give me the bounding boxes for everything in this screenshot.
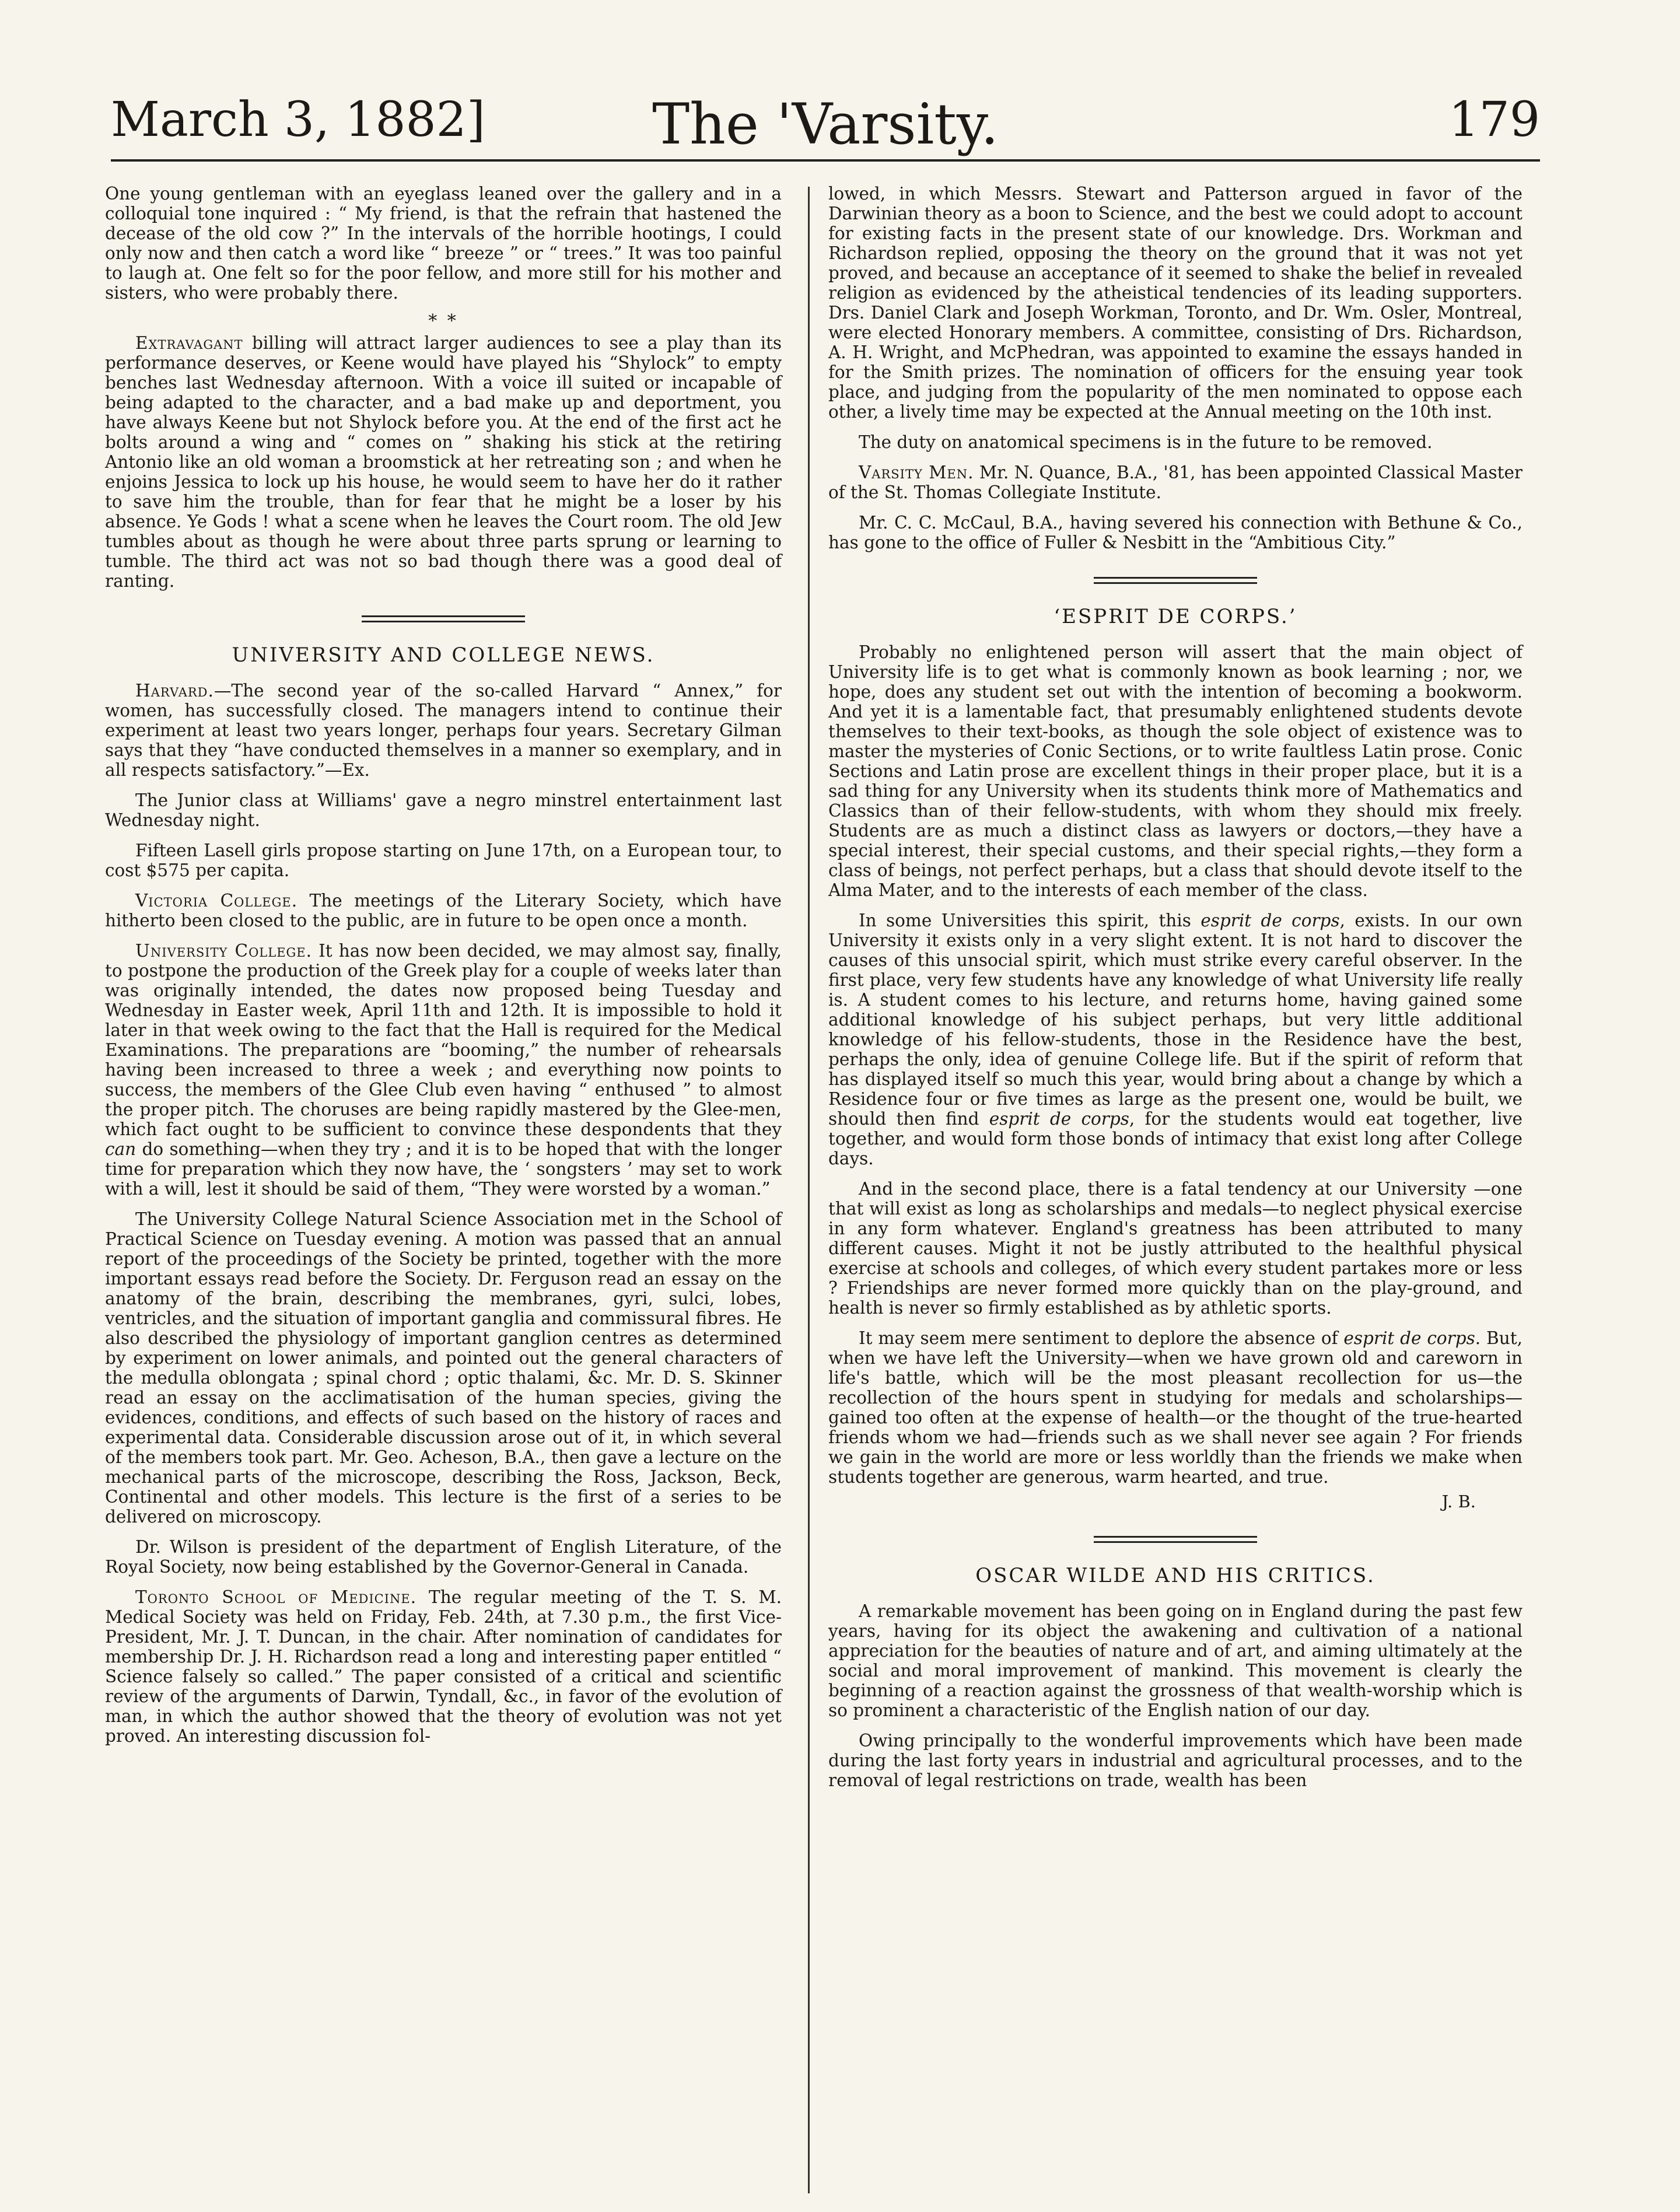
esprit-p2-emphasis-2: esprit de corps (989, 1109, 1129, 1129)
issue-date: March 3, 1882] (111, 92, 485, 148)
esprit-paragraph-2 (828, 911, 1522, 1168)
esprit-p2-text-a: In some Universities this spirit, this (859, 911, 1201, 930)
page-number: 179 (1448, 92, 1540, 148)
extravagant-text: billing will attract larger audiences to see a play than its performance deserves, or Keene would have played his “Shylock” to empty benches last Wednesday afternoon. With a voice ill suited or incapable of being adapted to the character, and a bad make up and deportment, you have always Keene but not Shylock before you. At the end of the first act he bolts around a wing and “ comes on ” shaking his stick at the retiring Antonio like an old woman a broomstick at her retreating son ; and when he enjoins Jessica to lock up his house, he would seem to have her do it rather to save him the trouble, than for fear that he might be a loser by his absence. Ye Gods ! what a scene when he leaves the Court room. The old Jew tumbles about as though he were about three parts sprung or learning to tumble. The third act was not so bad though there was a good deal of ranting. (105, 333, 782, 591)
esprit-p4-text-b: . But, when we have left the University—when we have grown old and careworn in life's battle, which will be the most pleasant recollection for us—the recollection of the hours spent in studying for medals and scholarships—gained too often at the expense of health—or the thought of the true-hearted friends whom we had—friends such as we shall never see again ? For friends we gain in the world are more or less worldly than the friends we make when students together are generous, warm hearted, and true. (828, 1328, 1522, 1487)
asterism: * * (428, 311, 459, 331)
esprit-p2-text-c: , for the students would eat together, live together, and would form those bonds of intimacy that exist long after College days. (828, 1109, 1522, 1168)
toronto-medicine-paragraph (105, 1587, 782, 1746)
victoria-lead: Victoria College. (135, 891, 298, 911)
esprit-paragraph-4 (828, 1328, 1522, 1487)
victoria-paragraph (105, 891, 782, 930)
section-rule (1094, 1536, 1257, 1543)
victoria-text: The meetings of the Literary Society, which have hitherto been closed to the public, are in future to be open once a month. (105, 891, 782, 930)
publication-title: The 'Varsity. (652, 92, 999, 157)
harvard-paragraph (105, 681, 782, 780)
section-rule (1094, 577, 1257, 584)
news-section-title: UNIVERSITY AND COLLEGE NEWS. (232, 643, 655, 667)
esprit-paragraph-3: And in the second place, there is a fatal tendency at our University —one that will exist as long as scholarships and medals—to neglect physical exercise in any form whatever. England's greatness has been attributed to many different causes. Might it not be justly attributed to the healthful physical exercise at schools and colleges, of which every student partakes more or less ? Friendships are never formed more quickly than on the play-ground, and health is never so firmly established as by athletic sports. (828, 1179, 1522, 1318)
esprit-paragraph-1: Probably no enlightened person will assert that the main object of University life is to get what is commonly known as book learning ; nor, we hope, does any student set out with the intention of becoming a bookworm. And yet it is a lamentable fact, that presumably enlightened students devote themselves to their text-books, as though the sole object of existence was to master the mysteries of Conic Sections, or to write faultless Latin prose. Conic Sections and Latin prose are excellent things in their proper place, but it is a sad thing for any University when its students think more of Mathematics and Classics than of their fellow-students, with whom they should mix freely. Students are as much a distinct class as lawyers or doctors,—they have a special interest, their special customs, and their special rights,—they form a class of beings, not perfect perhaps, but a class that should devote itself to the Alma Mater, and to the interests of each member of the class. (828, 642, 1522, 900)
toronto-text: The regular meeting of the T. S. M. Medical Society was held on Friday, Feb. 24th, at 7.30 p.m., the first Vice-President, Mr. J. T. Duncan, in the chair. After nomination of candidates for membership Dr. J. H. Richardson read a long and interesting paper entitled “ Science falsely so called.” The paper consisted of a critical and scientific review of the arguments of Darwin, Tyndall, &c., in favor of the evolution of man, in which the author showed that the theory of evolution was not yet proved. An interesting discussion fol- (105, 1587, 782, 1746)
varsity-men-text: Mr. N. Quance, B.A., '81, has been appointed Classical Master of the St. Thomas Collegiate Institute. (828, 463, 1522, 502)
esprit-section-title: ‘ESPRIT DE CORPS.’ (1054, 605, 1297, 628)
lasell-paragraph: Fifteen Lasell girls propose starting on June 17th, on a European tour, to cost $575 per capita. (105, 841, 782, 880)
page-header (111, 92, 1540, 184)
mccaul-paragraph: Mr. C. C. McCaul, B.A., having severed his connection with Bethune & Co., has gone to the office of Fuller & Nesbitt in the “Ambitious City.” (828, 513, 1522, 552)
esprit-p4-emphasis: esprit de corps (1343, 1328, 1475, 1348)
varsity-men-lead: Varsity Men. (859, 463, 974, 482)
extravagant-paragraph (105, 333, 782, 591)
uc-text-1: It has now been decided, we may almost say, finally, to postpone the production of the Greek play for a couple of weeks later than was originally intended, the dates now proposed being Tuesday and Wednesday in Easter week, April 11th and 12th. It is impossible to hold it later in that week owing to the fact that the Hall is required for the Medical Examinations. The preparations are “booming,” the number of rehearsals having been increased to three a week ; and everything now points to success, the members of the Glee Club even having “ enthused ” to almost the proper pitch. The choruses are being rapidly mastered by the Glee-men, which fact ought to be sufficient to convince these despondents that they (105, 941, 782, 1139)
oscar-paragraph-2: Owing principally to the wonderful improvements which have been made during the last forty years in industrial and agricultural processes, and to the removal of legal restrictions on trade, wealth has been (828, 1731, 1522, 1790)
column-divider (808, 187, 810, 2193)
uc-text-2: do something—when they try ; and it is to be hoped that with the longer time for preparation which they now have, the ‘ songsters ’ may set to work with a will, lest it should be said of them, “They were worsted by a woman.” (105, 1139, 782, 1199)
science-association-paragraph: The University College Natural Science Association met in the School of Practical Science on Tuesday evening. A motion was passed that an annual report of the proceedings of the Society be printed, together with the more important essays read before the Society. Dr. Ferguson read an essay on the anatomy of the brain, describing the membranes, gyri, sulci, lobes, ventricles, and the situation of important ganglia and commissural fibres. He also described the physiology of important ganglion centres as determined by experiment on lower animals, and pointed out the general characters of the medulla oblongata ; spinal chord ; optic thalami, &c. Mr. D. S. Skinner read an essay on the acclimatisation of the human species, giving the evidences, conditions, and effects of such based on the history of races and experimental data. Considerable discussion arose out of it, in which several of the members took part. Mr. Geo. Acheson, B.A., then gave a lecture on the mechanical parts of the microscope, describing the Ross, Jackson, Beck, Continental and other models. This lecture is the first of a series to be delivered on microscopy. (105, 1209, 782, 1527)
harvard-lead: Harvard. (135, 681, 214, 701)
uc-emphasis: can (105, 1139, 136, 1159)
esprit-p2-emphasis: esprit de corps (1200, 911, 1340, 930)
extravagant-lead: Extravagant (135, 333, 243, 353)
university-college-paragraph (105, 941, 782, 1199)
theatre-intro-paragraph: One young gentleman with an eyeglass leaned over the gallery and in a colloquial tone inquired : “ My friend, is that the refrain that hastened the decease of the old cow ?” In the intervals of the horrible hootings, I could only now and then catch a word like “ breeze ” or “ trees.” It was too painful to laugh at. One felt so for the poor fellow, and more still for his mother and sisters, who were probably there. (105, 184, 782, 303)
williams-paragraph: The Junior class at Williams' gave a negro minstrel entertainment last Wednesday night. (105, 790, 782, 830)
esprit-p4-text-a: It may seem mere sentiment to deplore the absence of (859, 1328, 1344, 1348)
oscar-paragraph-1: A remarkable movement has been going on in England during the past few years, having for its object the awakening and cultivation of a national appreciation for the beauties of nature and of art, and aiming ultimately at the social and moral improvement of mankind. This movement is clearly the beginning of a reaction against the grossness of that wealth-worship which is so prominent a characteristic of the English nation of our day. (828, 1601, 1522, 1720)
section-rule (362, 615, 525, 622)
esprit-p2-text-b: , exists. In our own University it exists only in a very slight extent. It is not hard to discover the causes of this unsocial spirit, which must strike every careful observer. In the first place, very few students have any knowledge of what University life really is. A student comes to his lecture, and returns home, having gained some additional knowledge of his subject perhaps, but very little additional knowledge of his fellow-students, those in the Residence have the best, perhaps the only, idea of genuine College life. But if the spirit of reform that has displayed itself so much this year, would bring about a change by which a Residence four or five times as large as the present one, would be built, we should then find (828, 911, 1522, 1129)
article-signature: J. B. (1441, 1492, 1476, 1511)
harvard-text: —The second year of the so-called Harvard “ Annex,” for women, has successfully closed. The managers intend to continue their experiment at least two years longer, perhaps four years. Secretary Gilman says that they “have conducted themselves in a manner so exemplary, and in all respects satisfactory.”—Ex. (105, 681, 782, 780)
continuation-paragraph: lowed, in which Messrs. Stewart and Patterson argued in favor of the Darwinian theory as a boon to Science, and the best we could adopt to account for existing facts in the present state of our knowledge. Drs. Workman and Richardson replied, opposing the theory on the ground that it was not yet proved, and because an acceptance of it seemed to shake the belief in revealed religion as evidenced by the atheistical tendencies of its leading supporters. Drs. Daniel Clark and Joseph Workman, Toronto, and Dr. Wm. Osler, Montreal, were elected Honorary members. A committee, consisting of Drs. Richardson, A. H. Wright, and McPhedran, was appointed to examine the essays handed in for the Smith prizes. The nomination of officers for the ensuing year took place, and judging from the popularity of the men nominated to oppose each other, a lively time may be expected at the Annual meeting on the 10th inst. (828, 184, 1522, 422)
uc-lead: University College. (135, 941, 313, 961)
wilson-paragraph: Dr. Wilson is president of the department of English Literature, of the Royal Society, now being established by the Governor-General in Canada. (105, 1537, 782, 1577)
oscar-section-title: OSCAR WILDE AND HIS CRITICS. (975, 1564, 1376, 1587)
right-column (828, 184, 1522, 1801)
toronto-lead: Toronto School of Medicine. (135, 1587, 417, 1607)
varsity-men-paragraph (828, 463, 1522, 502)
left-column (105, 184, 782, 1756)
duty-paragraph: The duty on anatomical specimens is in the future to be removed. (859, 432, 1433, 452)
header-rule (111, 159, 1540, 162)
